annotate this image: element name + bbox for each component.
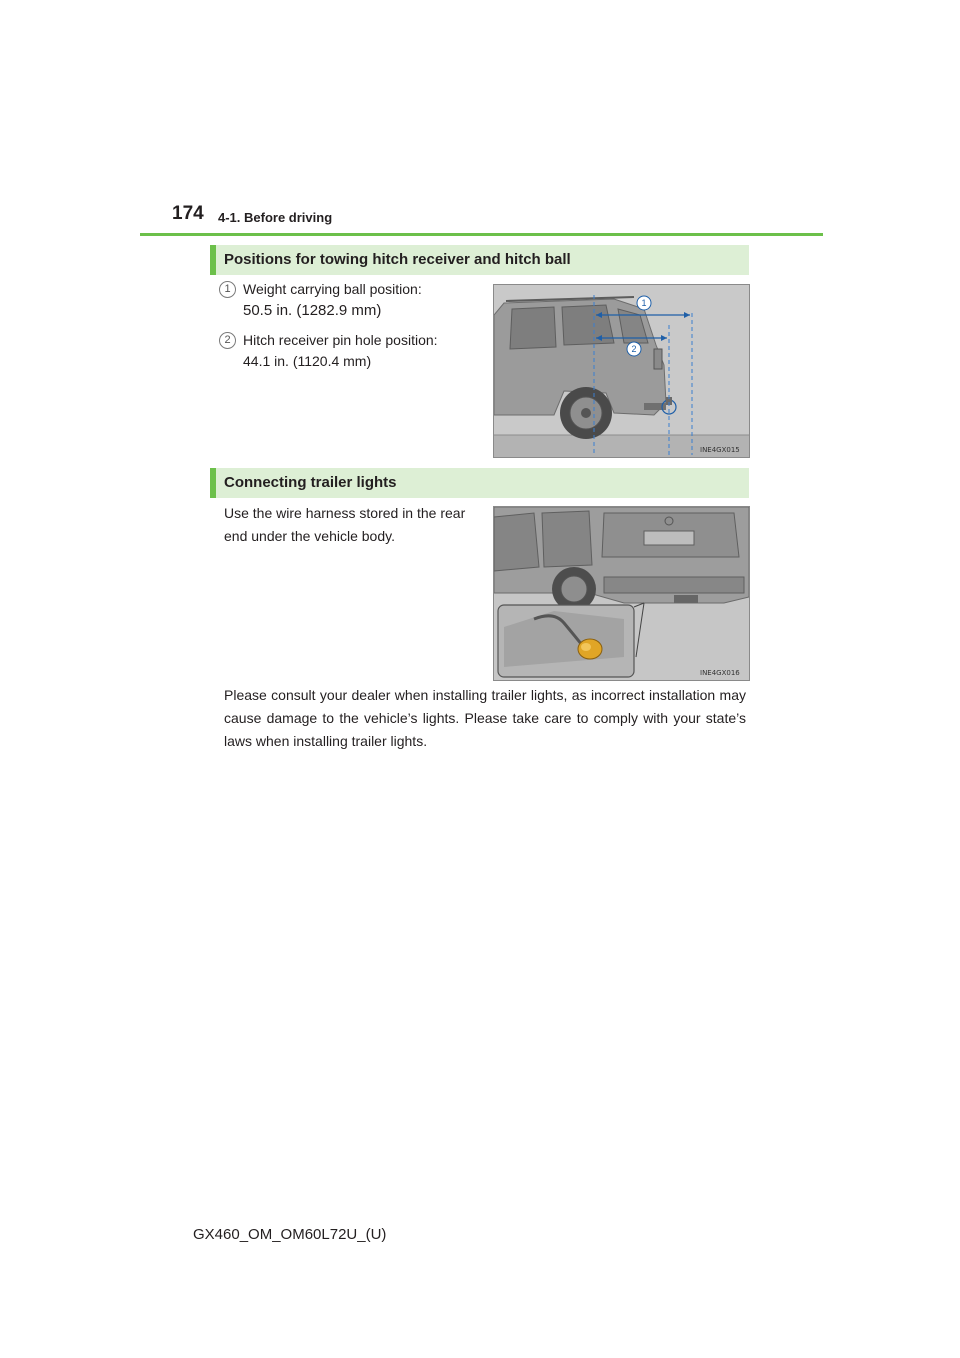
illustration-code: INE4GX016: [700, 669, 740, 677]
text-line: end under the vehicle body.: [224, 528, 395, 544]
item-label: Weight carrying ball position:: [243, 281, 422, 297]
section-label: 4-1. Before driving: [218, 210, 333, 225]
item-label: Hitch receiver pin hole position:: [243, 332, 438, 348]
item-value: 50.5 in. (1282.9 mm): [243, 302, 382, 319]
header-divider: [140, 233, 823, 236]
page-number: 174: [172, 203, 204, 224]
section-heading-trailer-lights: [210, 468, 749, 498]
callout-1: 1: [641, 298, 647, 308]
item-number-2: 2: [219, 332, 236, 349]
document-code-footer: GX460_OM_OM60L72U_(U): [193, 1226, 387, 1243]
section-heading-towing-positions: [210, 245, 749, 275]
item-value: 44.1 in. (1120.4 mm): [243, 353, 372, 369]
list-item: [243, 279, 422, 321]
callout-2: 2: [631, 344, 637, 354]
section-heading-text: Connecting trailer lights: [224, 474, 397, 491]
list-item: [243, 330, 438, 372]
wire-harness-illustration: [493, 506, 750, 681]
section-heading-text: Positions for towing hitch receiver and hitch ball: [224, 251, 571, 268]
text-line: Use the wire harness stored in the rear: [224, 505, 466, 521]
item-number-1: 1: [219, 281, 236, 298]
illustration-code: INE4GX015: [700, 446, 740, 454]
trailer-lights-text: [224, 502, 465, 548]
hitch-position-illustration: [493, 284, 750, 458]
installation-note-paragraph: Please consult your dealer when installing trailer lights, as incorrect installation may cause damage to the vehicle’s lights. Please take care to comply with your state’s laws when installing trailer lights.: [224, 687, 746, 749]
